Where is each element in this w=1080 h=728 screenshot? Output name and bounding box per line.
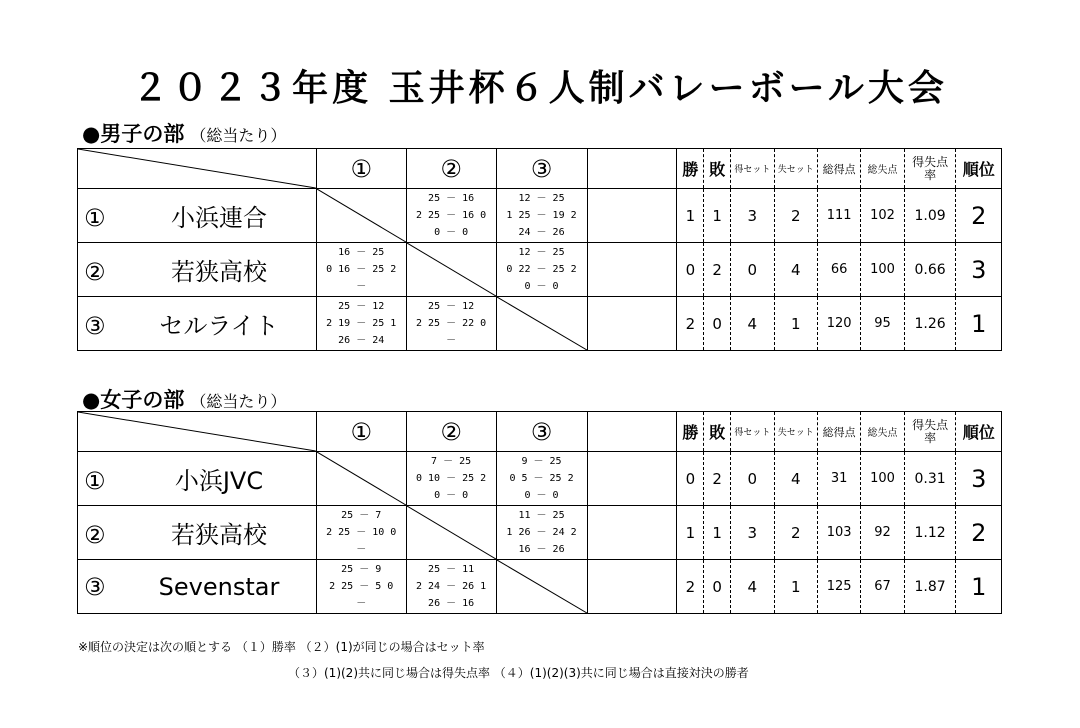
page-title: ２０２３年度 玉井杯６人制バレーボール大会 [132, 68, 948, 109]
col-header: ③ [496, 149, 587, 189]
team-name: 小浜JVC [174, 467, 264, 495]
team-row [78, 506, 1002, 560]
team-number: ① [84, 204, 106, 232]
points-against-header: 総失点 [861, 149, 904, 189]
point-ratio: 1.87 [904, 560, 956, 614]
points-for: 125 [817, 560, 860, 614]
section-subtitle: （総当たり） [190, 392, 287, 411]
loss-header: 敗 [704, 412, 731, 452]
blank-header [587, 412, 677, 452]
team-cell [78, 243, 317, 297]
corner-cell [78, 412, 317, 452]
sets-won: 4 [731, 560, 774, 614]
self-match-cell [316, 189, 406, 243]
points-against: 100 [861, 452, 904, 506]
rank-value: 3 [956, 452, 1002, 506]
set-score: 0 10 － 25 2 [416, 473, 487, 484]
points-against: 92 [861, 506, 904, 560]
sets-won: 4 [731, 297, 774, 351]
standings-table [77, 411, 1002, 614]
win-count: 0 [677, 452, 704, 506]
section-subtitle: （総当たり） [190, 126, 287, 145]
sets-won: 3 [731, 506, 774, 560]
set-score: 2 25 － 22 0 [416, 318, 487, 329]
sets-lost: 4 [774, 452, 817, 506]
sets-won-header: 得セット [731, 412, 774, 452]
win-count: 2 [677, 297, 704, 351]
self-match-cell [496, 297, 587, 351]
ratio-header [904, 412, 956, 452]
rank-value: 2 [956, 189, 1002, 243]
blank-cell [587, 560, 677, 614]
sets-lost-header: 失セット [774, 149, 817, 189]
set-score: 16 － 26 [518, 544, 565, 555]
rank-value: 3 [956, 243, 1002, 297]
set-score: 2 19 － 25 1 [326, 318, 397, 329]
section-heading [82, 118, 286, 148]
set-score: 25 － 16 [428, 193, 475, 204]
sets-won: 0 [731, 243, 774, 297]
set-score: 25 － 12 [338, 301, 385, 312]
standings-table [77, 148, 1002, 351]
team-name: 若狭高校 [171, 521, 267, 549]
win-count: 1 [677, 189, 704, 243]
col-header: ③ [496, 412, 587, 452]
set-score: 26 － 24 [338, 335, 385, 346]
loss-header: 敗 [704, 149, 731, 189]
point-ratio: 0.31 [904, 452, 956, 506]
sets-lost: 4 [774, 243, 817, 297]
set-score: 2 25 － 10 0 [326, 527, 397, 538]
team-number: ① [84, 467, 106, 495]
points-against: 100 [861, 243, 904, 297]
points-for: 111 [817, 189, 860, 243]
match-score-cell [406, 452, 496, 506]
set-score: 0 － 0 [434, 490, 469, 501]
blank-header [587, 149, 677, 189]
sets-lost-header: 失セット [774, 412, 817, 452]
set-score: 0 － 0 [524, 281, 559, 292]
team-cell [78, 506, 317, 560]
win-count: 0 [677, 243, 704, 297]
set-score: 26 － 16 [428, 598, 475, 609]
blank-cell [587, 243, 677, 297]
col-header: ② [406, 412, 496, 452]
loss-count: 2 [704, 243, 731, 297]
set-score: 0 16 － 25 2 [326, 264, 397, 275]
team-number: ② [84, 258, 106, 286]
points-for: 66 [817, 243, 860, 297]
match-score-cell [496, 189, 587, 243]
blank-cell [587, 189, 677, 243]
set-score: 0 － 0 [434, 227, 469, 238]
section-heading [82, 384, 286, 414]
ratio-header-text: 得失点率 [912, 417, 949, 445]
match-score-cell [496, 506, 587, 560]
section-title: ●女子の部 [82, 388, 185, 412]
blank-cell [587, 297, 677, 351]
point-ratio: 1.09 [904, 189, 956, 243]
loss-count: 1 [704, 189, 731, 243]
sets-lost: 2 [774, 189, 817, 243]
team-name: Sevenstar [158, 572, 280, 601]
team-number: ③ [84, 312, 106, 340]
win-header: 勝 [677, 412, 704, 452]
sets-won: 0 [731, 452, 774, 506]
sets-won-header: 得セット [731, 149, 774, 189]
set-score: － [356, 281, 367, 292]
set-score: 16 － 25 [338, 247, 385, 258]
set-score: 0 － 0 [524, 490, 559, 501]
team-number: ② [84, 521, 106, 549]
match-score-cell [496, 452, 587, 506]
team-row [78, 452, 1002, 506]
loss-count: 2 [704, 452, 731, 506]
point-ratio: 0.66 [904, 243, 956, 297]
points-against-header: 総失点 [861, 412, 904, 452]
note-line-2: （３）(1)(2)共に同じ場合は得失点率 （４）(1)(2)(3)共に同じ場合は直接対決の勝者 [288, 666, 749, 680]
team-name: 若狭高校 [171, 258, 267, 286]
points-for-header: 総得点 [817, 149, 860, 189]
ratio-header [904, 149, 956, 189]
set-score: 12 － 25 [518, 247, 565, 258]
points-for: 120 [817, 297, 860, 351]
set-score: 25 － 7 [341, 510, 382, 521]
set-score: 2 25 － 5 0 [329, 581, 394, 592]
set-score: 25 － 11 [428, 564, 475, 575]
col-header: ② [406, 149, 496, 189]
header-row [78, 149, 1002, 189]
self-match-cell [406, 506, 496, 560]
points-for: 31 [817, 452, 860, 506]
sets-lost: 2 [774, 506, 817, 560]
note-line-1: ※順位の決定は次の順とする （１）勝率 （２）(1)が同じの場合はセット率 [78, 640, 485, 654]
rank-value: 1 [956, 560, 1002, 614]
match-score-cell [316, 243, 406, 297]
team-name: 小浜連合 [171, 204, 267, 232]
team-row [78, 560, 1002, 614]
loss-count: 0 [704, 297, 731, 351]
header-row [78, 412, 1002, 452]
match-score-cell [316, 560, 406, 614]
match-score-cell [406, 189, 496, 243]
team-cell [78, 452, 317, 506]
match-score-cell [496, 243, 587, 297]
match-score-cell [316, 506, 406, 560]
self-match-cell [496, 560, 587, 614]
ratio-header-text: 得失点率 [912, 154, 949, 182]
set-score: 2 25 － 16 0 [416, 210, 487, 221]
set-score: 24 － 26 [518, 227, 565, 238]
team-row [78, 243, 1002, 297]
rank-value: 2 [956, 506, 1002, 560]
rank-value: 1 [956, 297, 1002, 351]
set-score: － [356, 598, 367, 609]
section-title: ●男子の部 [82, 122, 185, 146]
rank-header: 順位 [956, 412, 1002, 452]
team-number: ③ [84, 572, 106, 601]
set-score: － [356, 544, 367, 555]
col-header: ① [316, 412, 406, 452]
blank-cell [587, 452, 677, 506]
team-cell [78, 189, 317, 243]
corner-cell [78, 149, 317, 189]
loss-count: 1 [704, 506, 731, 560]
set-score: 9 － 25 [521, 456, 562, 467]
set-score: 0 5 － 25 2 [509, 473, 574, 484]
set-score: 1 25 － 19 2 [506, 210, 577, 221]
set-score: 11 － 25 [518, 510, 565, 521]
self-match-cell [406, 243, 496, 297]
match-score-cell [406, 297, 496, 351]
loss-count: 0 [704, 560, 731, 614]
win-header: 勝 [677, 149, 704, 189]
team-row [78, 189, 1002, 243]
blank-cell [587, 506, 677, 560]
points-against: 67 [861, 560, 904, 614]
point-ratio: 1.26 [904, 297, 956, 351]
set-score: 1 26 － 24 2 [506, 527, 577, 538]
point-ratio: 1.12 [904, 506, 956, 560]
points-against: 102 [861, 189, 904, 243]
rank-header: 順位 [956, 149, 1002, 189]
team-cell [78, 560, 317, 614]
col-header: ① [316, 149, 406, 189]
sets-lost: 1 [774, 560, 817, 614]
points-for-header: 総得点 [817, 412, 860, 452]
set-score: 2 24 － 26 1 [416, 581, 487, 592]
points-for: 103 [817, 506, 860, 560]
team-name: セルライト [159, 312, 279, 340]
set-score: 12 － 25 [518, 193, 565, 204]
set-score: 25 － 12 [428, 301, 475, 312]
self-match-cell [316, 452, 406, 506]
team-row [78, 297, 1002, 351]
win-count: 2 [677, 560, 704, 614]
set-score: 7 － 25 [431, 456, 472, 467]
match-score-cell [406, 560, 496, 614]
team-cell [78, 297, 317, 351]
match-score-cell [316, 297, 406, 351]
set-score: － [446, 335, 457, 346]
set-score: 25 － 9 [341, 564, 382, 575]
win-count: 1 [677, 506, 704, 560]
sets-lost: 1 [774, 297, 817, 351]
points-against: 95 [861, 297, 904, 351]
sets-won: 3 [731, 189, 774, 243]
set-score: 0 22 － 25 2 [506, 264, 577, 275]
